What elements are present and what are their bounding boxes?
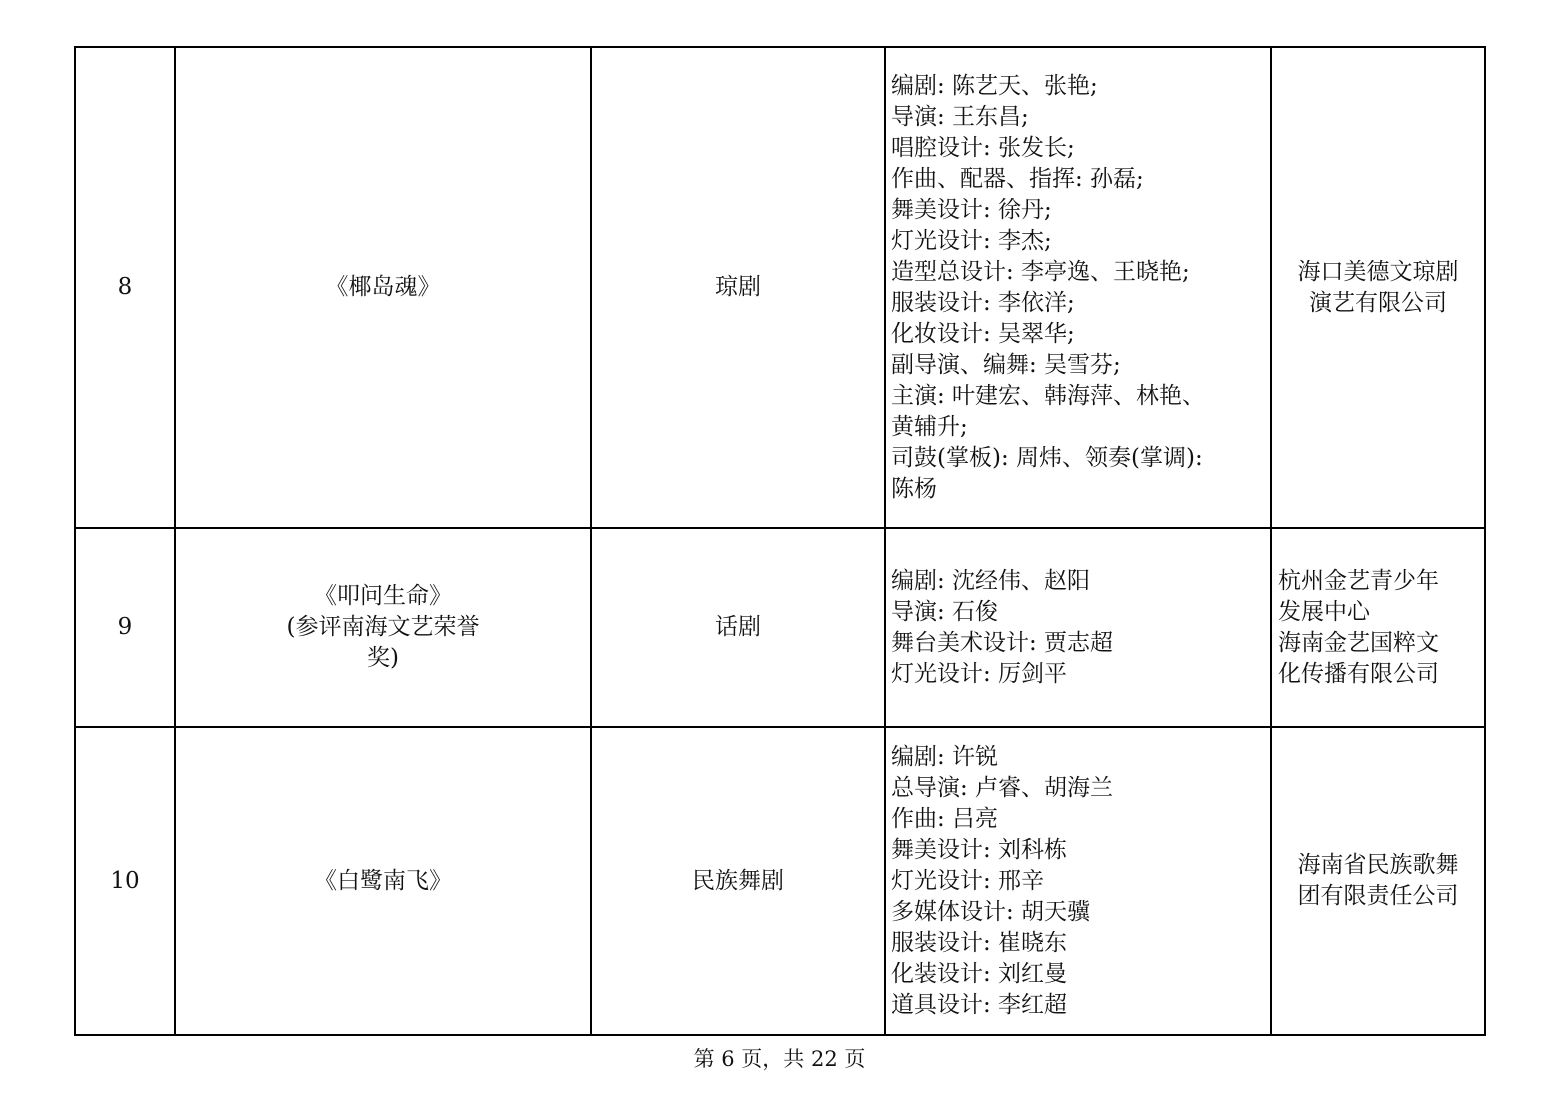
organization-line: 海南省民族歌舞 (1297, 852, 1459, 878)
credits-cell (885, 727, 1271, 1035)
credit-line: 多媒体设计: 胡天骥 (891, 898, 1091, 925)
row-number: 10 (110, 867, 140, 894)
credit-line: 司鼓(掌板): 周炜、领奏(掌调): (891, 444, 1203, 471)
credit-line: 舞台美术设计: 贾志超 (891, 629, 1114, 656)
organization-line: 发展中心 (1278, 598, 1370, 625)
credit-line: 舞美设计: 徐丹; (891, 196, 1052, 223)
work-title: 《椰岛魂》 (325, 274, 441, 300)
row-number: 9 (117, 614, 133, 640)
credit-line: 编剧: 沈经伟、赵阳 (891, 567, 1091, 594)
genre-cell (591, 727, 885, 1035)
credit-line: 道具设计: 李红超 (891, 991, 1068, 1018)
organization-line: 演艺有限公司 (1309, 289, 1447, 316)
credit-line: 灯光设计: 邢辛 (891, 867, 1045, 894)
credit-line: 舞美设计: 刘科栋 (891, 836, 1068, 863)
awards-table-container (74, 46, 1484, 1036)
genre-cell (591, 528, 885, 727)
table-row (75, 47, 1485, 528)
credit-line: 编剧: 许锐 (891, 743, 999, 770)
credits-cell (885, 47, 1271, 528)
organization-line: 杭州金艺青少年 (1278, 567, 1439, 594)
credit-line: 陈杨 (891, 475, 937, 502)
credit-line: 总导演: 卢睿、胡海兰 (891, 774, 1114, 801)
work-title: 《叩问生命》 (314, 583, 452, 609)
work-title: 《白鹭南飞》 (314, 867, 452, 894)
credit-line: 灯光设计: 厉剑平 (891, 660, 1068, 687)
organization-line: 海口美德文琼剧 (1297, 258, 1459, 285)
credit-line: 化妆设计: 吴翠华; (891, 320, 1075, 347)
work-title-cell (175, 528, 591, 727)
credit-line: 编剧: 陈艺天、张艳; (891, 72, 1098, 99)
organization-line: 海南金艺国粹文 (1278, 629, 1439, 656)
credit-line: 副导演、编舞: 吴雪芬; (891, 351, 1121, 378)
work-title-cell (175, 727, 591, 1035)
credit-line: 作曲、配器、指挥: 孙磊; (891, 165, 1144, 192)
work-title-cell (175, 47, 591, 528)
credit-line: 黄辅升; (891, 413, 968, 440)
awards-table (74, 46, 1486, 1036)
credit-line: 导演: 王东昌; (891, 103, 1029, 130)
credit-line: 造型总设计: 李亭逸、王晓艳; (891, 258, 1190, 285)
row-number: 8 (117, 274, 133, 300)
table-row (75, 727, 1485, 1035)
organization-line: 团有限责任公司 (1297, 883, 1459, 909)
genre: 话剧 (715, 614, 761, 640)
organization-line: 化传播有限公司 (1278, 660, 1439, 687)
row-number-cell (75, 727, 175, 1035)
page-number-footer: 第 6 页，共 22 页 (693, 1047, 866, 1071)
work-title-note: 奖) (367, 645, 399, 671)
credit-line: 服装设计: 李依洋; (891, 289, 1075, 316)
row-number-cell (75, 528, 175, 727)
credits-cell (885, 528, 1271, 727)
organization-cell (1271, 47, 1485, 528)
credit-line: 导演: 石俊 (891, 598, 999, 625)
genre: 琼剧 (715, 274, 761, 300)
credit-line: 灯光设计: 李杰; (891, 227, 1052, 254)
row-number-cell (75, 47, 175, 528)
credit-line: 服装设计: 崔晓东 (891, 929, 1068, 956)
credit-line: 作曲: 吕亮 (891, 805, 999, 832)
genre: 民族舞剧 (692, 867, 784, 894)
genre-cell (591, 47, 885, 528)
organization-cell (1271, 528, 1485, 727)
table-row (75, 528, 1485, 727)
organization-cell (1271, 727, 1485, 1035)
work-title-note: (参评南海文艺荣誉 (286, 614, 480, 640)
credit-line: 化装设计: 刘红曼 (891, 960, 1068, 987)
credit-line: 主演: 叶建宏、韩海萍、林艳、 (891, 382, 1206, 409)
credit-line: 唱腔设计: 张发长; (891, 134, 1075, 161)
